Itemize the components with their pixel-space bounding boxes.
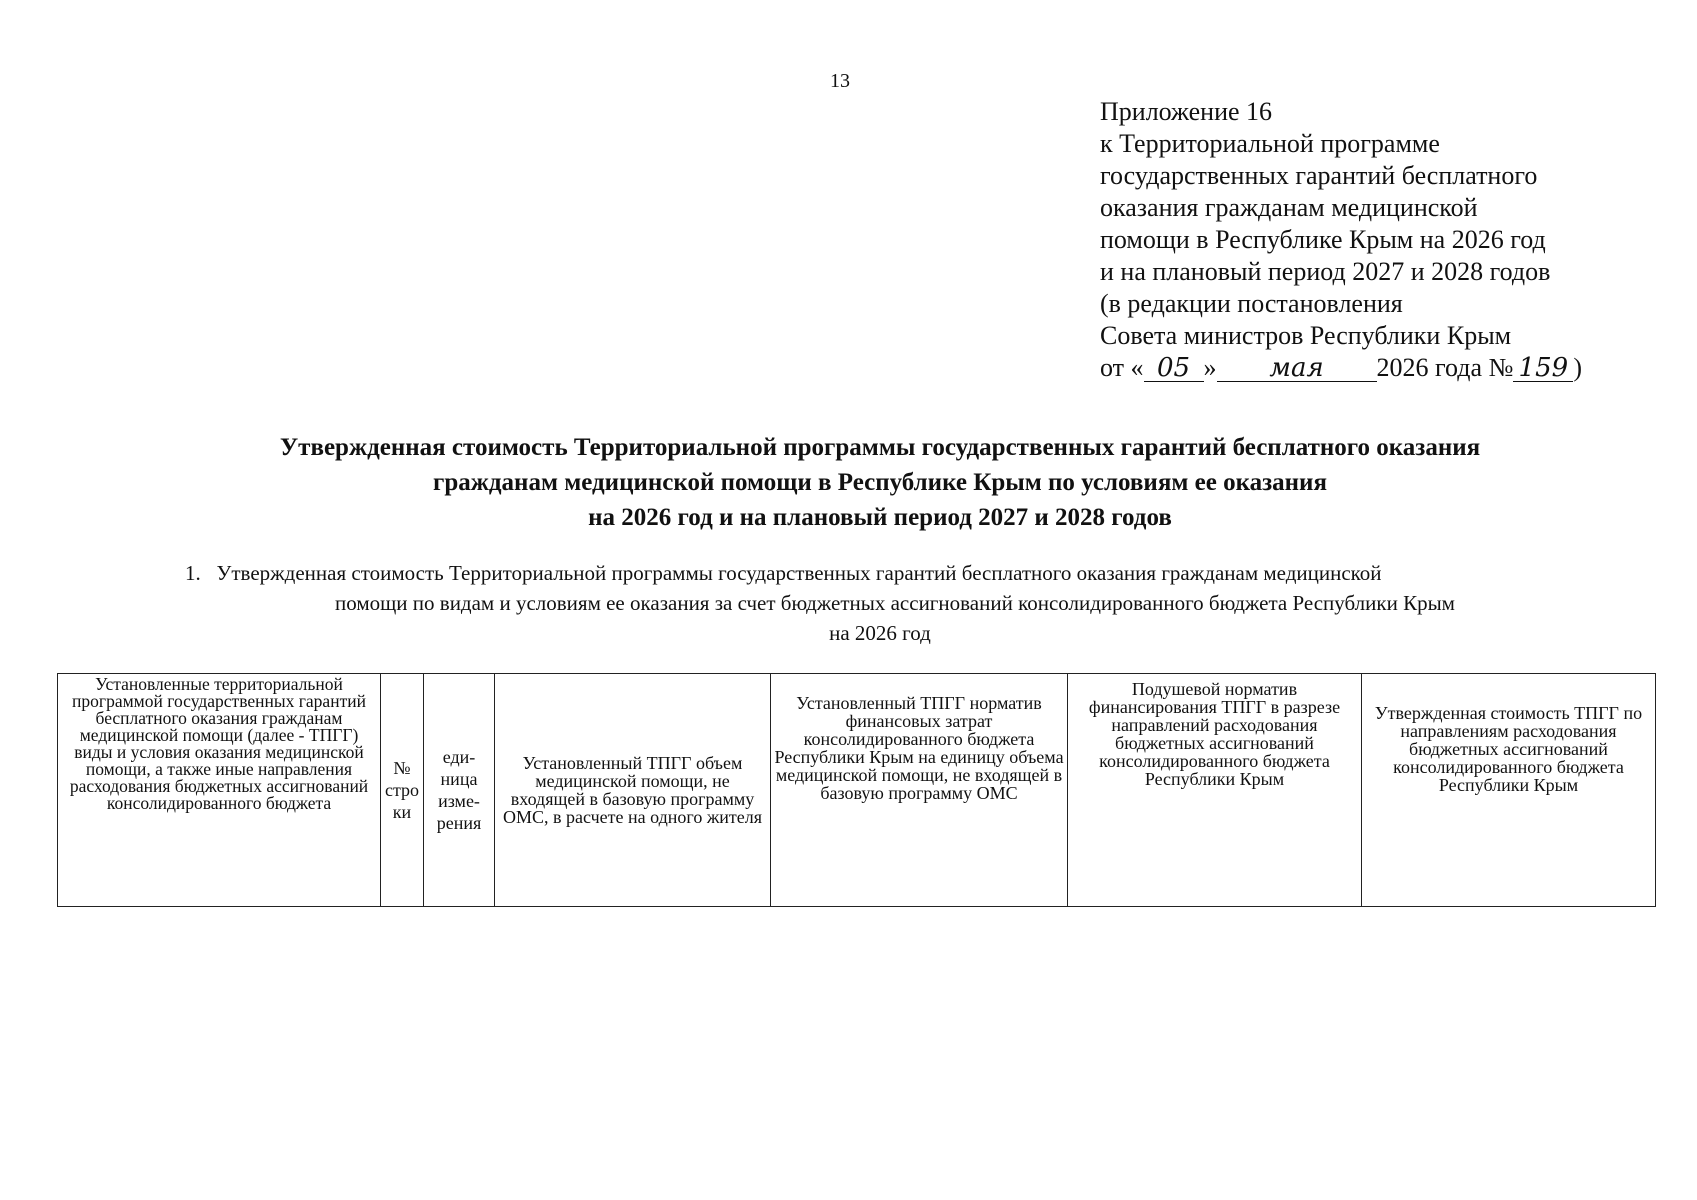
header-row-number: № стро ки [381, 674, 424, 907]
resolution-month: мая [1217, 355, 1377, 382]
section-line-3: на 2026 год [829, 621, 931, 645]
resolution-year-text: 2026 года № [1376, 353, 1514, 382]
appendix-line: Совета министров Республики Крым [1100, 321, 1512, 350]
title-line: гражданам медицинской помощи в Республике Крым по условиям ее оказания [433, 469, 1327, 496]
section-line-1 [150, 558, 1610, 588]
header-cost-norm-per-unit: Установленный ТПГГ норматив финансовых затрат консолидированного бюджета Республики Крым на единицу объема медицинской помощи, не входящей в базовую программу ОМС [771, 674, 1068, 907]
date-suffix: ) [1573, 353, 1583, 382]
resolution-day: 05 [1144, 355, 1204, 382]
section-line-2: помощи по видам и условиям ее оказания за счет бюджетных ассигнований консолидированного бюджета Республики Крым [335, 591, 1455, 615]
header-per-capita-norm: Подушевой норматив финансирования ТПГГ в разрезе направлений расходования бюджетных ассигнований консолидированного бюджета Республики Крым [1068, 674, 1362, 907]
title-line: Утвержденная стоимость Территориальной программы государственных гарантий бесплатного оказания [279, 434, 1481, 461]
appendix-line: Приложение 16 [1100, 97, 1273, 126]
cost-table [57, 673, 1656, 907]
resolution-date-line [1100, 352, 1620, 384]
header-service-types: Установленные территориальной программой государственных гарантий бесплатного оказания гражданам медицинской помощи (далее - ТПГГ) виды и условия оказания медицинской помощи, а также иные направления расходования бюджетных ассигнований консолидированного бюджета [58, 674, 381, 907]
document-title [150, 430, 1610, 535]
table-header-row [58, 674, 1656, 907]
section-heading [150, 558, 1610, 648]
appendix-line: (в редакции постановления [1100, 289, 1403, 318]
header-approved-cost: Утвержденная стоимость ТПГГ по направлениям расходования бюджетных ассигнований консолидированного бюджета Республики Крым [1362, 674, 1656, 907]
appendix-line: оказания гражданам медицинской [1100, 193, 1478, 222]
header-unit: еди- ница изме- рения [424, 674, 495, 907]
title-line: на 2026 год и на плановый период 2027 и 2028 годов [588, 504, 1172, 531]
appendix-line: государственных гарантий бесплатного [1100, 161, 1538, 190]
header-volume-per-capita: Установленный ТПГГ объем медицинской помощи, не входящей в базовую программу ОМС, в расчете на одного жителя [495, 674, 771, 907]
appendix-line: и на плановый период 2027 и 2028 годов [1100, 257, 1551, 286]
appendix-line: помощи в Республике Крым на 2026 год [1100, 225, 1546, 254]
appendix-line: к Территориальной программе [1100, 129, 1440, 158]
section-number: 1. [185, 561, 201, 585]
page-number: 13 [830, 70, 850, 92]
appendix-block [1100, 96, 1620, 384]
resolution-number: 159 [1513, 355, 1573, 382]
date-prefix: от « [1100, 353, 1144, 382]
section-text: Утвержденная стоимость Территориальной программы государственных гарантий бесплатного оказания гражданам медицинской [216, 561, 1382, 585]
date-quote-close: » [1203, 353, 1217, 382]
